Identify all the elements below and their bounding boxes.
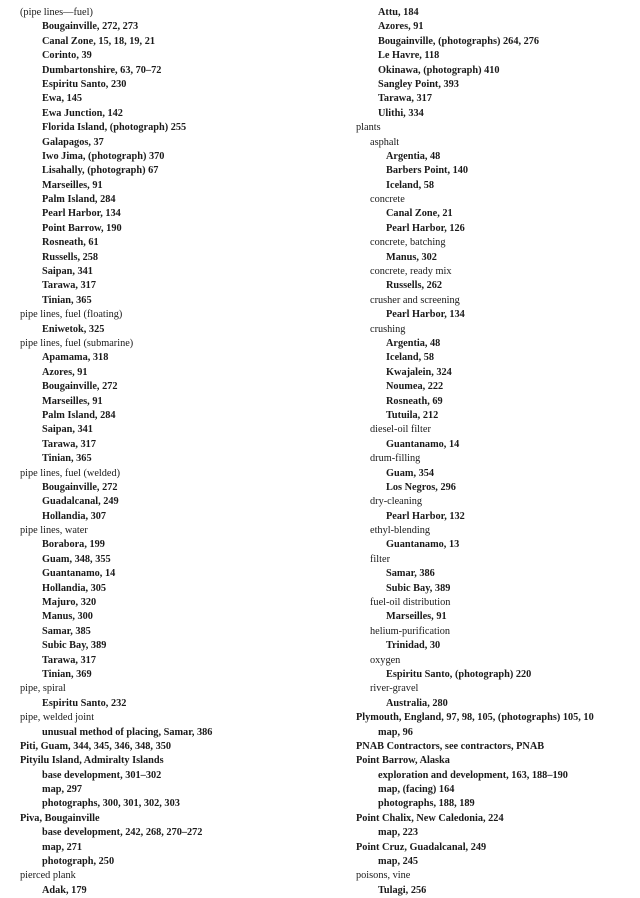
- index-subentry: Okinawa, (photograph) 410: [378, 64, 500, 76]
- index-subentry: Barbers Point, 140: [386, 165, 469, 177]
- index-subentry: Canal Zone, 15, 18, 19, 21: [42, 35, 155, 47]
- index-subentry: Guantanamo, 14: [42, 568, 116, 580]
- index-subentry: Argentia, 48: [386, 337, 441, 349]
- index-subentry: Manus, 300: [42, 611, 93, 623]
- index-subentry: Eniwetok, 325: [42, 323, 105, 335]
- index-subentry: Guantanamo, 13: [386, 539, 460, 551]
- index-subentry: Sangley Point, 393: [378, 78, 459, 90]
- index-subentry: map, 245: [378, 856, 419, 868]
- index-subentry: Iceland, 58: [386, 179, 435, 191]
- index-subentry: Bougainville, (photographs) 264, 276: [378, 35, 540, 47]
- index-subentry: Guadalcanal, 249: [42, 496, 119, 508]
- index-subentry: Saipan, 341: [42, 266, 93, 278]
- index-subentry: Florida Island, (photograph) 255: [42, 122, 187, 134]
- index-subentry: Tinian, 365: [42, 453, 92, 465]
- index-subentry: base development, 242, 268, 270–272: [42, 827, 203, 839]
- index-subentry: Noumea, 222: [386, 381, 444, 393]
- index-subentry: Guantanamo, 14: [386, 438, 460, 450]
- index-subentry: Rosneath, 69: [386, 395, 443, 407]
- index-subentry: Point Barrow, 190: [42, 222, 122, 234]
- index-subentry: Tulagi, 256: [378, 884, 427, 896]
- index-subentry: Subic Bay, 389: [386, 582, 451, 594]
- index-heading: Pityilu Island, Admiralty Islands: [20, 755, 164, 767]
- index-subentry: diesel-oil filter: [370, 424, 431, 436]
- index-subentry: Apamama, 318: [42, 352, 109, 364]
- index-subentry: Dumbartonshire, 63, 70–72: [42, 64, 162, 76]
- index-subentry: oxygen: [370, 654, 401, 666]
- index-heading: Piti, Guam, 344, 345, 346, 348, 350: [20, 740, 172, 752]
- index-subentry: Subic Bay, 389: [42, 640, 107, 652]
- index-subentry: Hollandia, 307: [42, 510, 107, 522]
- index-subentry: exploration and development, 163, 188–190: [378, 769, 568, 781]
- index-heading: plants: [356, 122, 381, 134]
- index-subentry: Marseilles, 91: [386, 611, 447, 623]
- index-subentry: Espiritu Santo, 230: [42, 78, 127, 90]
- index-subentry: helium-purification: [370, 625, 451, 637]
- index-subentry: Pearl Harbor, 134: [42, 208, 121, 220]
- index-subentry: Russells, 262: [386, 280, 443, 292]
- index-subentry: Russells, 258: [42, 251, 99, 263]
- index-subentry: map, 96: [378, 726, 413, 738]
- index-subentry: dry-cleaning: [370, 496, 423, 508]
- index-subentry: asphalt: [370, 136, 400, 148]
- index-heading: Plymouth, England, 97, 98, 105, (photographs) 105, 10: [356, 712, 594, 724]
- index-subentry: Tutuila, 212: [386, 409, 439, 421]
- index-subentry: Bougainville, 272: [42, 381, 118, 393]
- index-heading: pipe lines, fuel (floating): [20, 309, 123, 321]
- index-subentry: Corinto, 39: [42, 50, 92, 62]
- index-subentry: Marseilles, 91: [42, 179, 103, 191]
- index-subentry: Iwo Jima, (photograph) 370: [42, 150, 165, 162]
- index-heading: poisons, vine: [356, 870, 411, 882]
- index-subentry: Azores, 91: [378, 21, 424, 33]
- index-subentry: unusual method of placing, Samar, 386: [42, 726, 213, 738]
- index-subentry: Ulithi, 334: [378, 107, 424, 119]
- index-heading: pierced plank: [20, 870, 76, 882]
- index-subentry: Canal Zone, 21: [386, 208, 453, 220]
- index-subentry: photograph, 250: [42, 856, 115, 868]
- index-subentry: Trinidad, 30: [386, 640, 441, 652]
- index-subentry: base development, 301–302: [42, 769, 162, 781]
- index-subentry: Espiritu Santo, (photograph) 220: [386, 668, 532, 680]
- index-subentry: Borabora, 199: [42, 539, 105, 551]
- index-subentry: Marseilles, 91: [42, 395, 103, 407]
- index-subentry: photographs, 300, 301, 302, 303: [42, 798, 180, 810]
- index-subentry: map, 297: [42, 784, 83, 796]
- index-subentry: Tarawa, 317: [42, 654, 96, 666]
- index-heading: (pipe lines—fuel): [20, 7, 93, 18]
- index-subentry: Rosneath, 61: [42, 237, 99, 249]
- index-subentry: Majuro, 320: [42, 597, 97, 609]
- index-subentry: Tarawa, 317: [378, 93, 432, 105]
- index-subentry: river-gravel: [370, 683, 419, 695]
- index-heading: pipe, welded joint: [20, 712, 95, 724]
- index-subentry: Samar, 386: [386, 568, 435, 580]
- index-subentry: Ewa, 145: [42, 93, 83, 105]
- index-subentry: photographs, 188, 189: [378, 798, 475, 810]
- index-subentry: Pearl Harbor, 132: [386, 510, 465, 522]
- index-subentry: Argentia, 48: [386, 150, 441, 162]
- index-subentry: Guam, 354: [386, 467, 435, 479]
- index-subentry: fuel-oil distribution: [370, 597, 451, 609]
- index-subentry: Guam, 348, 355: [42, 553, 111, 565]
- index-subentry: Azores, 91: [42, 366, 88, 378]
- index-subentry: Iceland, 58: [386, 352, 435, 364]
- index-subentry: Manus, 302: [386, 251, 437, 263]
- index-heading: Point Barrow, Alaska: [356, 755, 450, 767]
- index-subentry: Palm Island, 284: [42, 409, 116, 421]
- index-subentry: Australia, 280: [386, 697, 448, 709]
- index-heading: pipe lines, fuel (submarine): [20, 337, 134, 349]
- index-subentry: Bougainville, 272, 273: [42, 21, 139, 33]
- index-subentry: filter: [370, 553, 391, 565]
- index-subentry: Attu, 184: [378, 7, 419, 18]
- index-subentry: crushing: [370, 323, 406, 335]
- index-heading: pipe lines, fuel (welded): [20, 467, 121, 479]
- index-subentry: Pearl Harbor, 126: [386, 222, 465, 234]
- index-subentry: map, 223: [378, 827, 419, 839]
- index-heading: Point Chalix, New Caledonia, 224: [356, 812, 504, 824]
- index-subentry: Bougainville, 272: [42, 481, 118, 493]
- right-column: [356, 6, 636, 898]
- index-subentry: crusher and screening: [370, 294, 460, 306]
- index-subentry: Tarawa, 317: [42, 438, 96, 450]
- index-subentry: Le Havre, 118: [378, 50, 440, 62]
- index-heading: pipe lines, water: [20, 525, 88, 537]
- index-subentry: Kwajalein, 324: [386, 366, 452, 378]
- index-subentry: concrete, ready mix: [370, 266, 452, 278]
- index-subentry: map, (facing) 164: [378, 784, 455, 796]
- left-column: [20, 6, 350, 898]
- index-subentry: drum-filling: [370, 453, 421, 465]
- index-subentry: Tinian, 365: [42, 294, 92, 306]
- index-subentry: Los Negros, 296: [386, 481, 456, 493]
- index-subentry: ethyl-blending: [370, 525, 431, 537]
- index-heading: PNAB Contractors, see contractors, PNAB: [356, 740, 545, 752]
- index-subentry: Palm Island, 284: [42, 194, 116, 206]
- index-heading: pipe, spiral: [20, 683, 66, 695]
- index-subentry: Samar, 385: [42, 625, 91, 637]
- index-subentry: concrete, batching: [370, 237, 446, 249]
- index-subentry: Saipan, 341: [42, 424, 93, 436]
- index-subentry: Galapagos, 37: [42, 136, 104, 148]
- index-subentry: Pearl Harbor, 134: [386, 309, 465, 321]
- index-subentry: Tinian, 369: [42, 668, 92, 680]
- index-subentry: Ewa Junction, 142: [42, 107, 123, 119]
- index-subentry: Adak, 179: [42, 884, 87, 896]
- index-subentry: Tarawa, 317: [42, 280, 96, 292]
- index-subentry: Espiritu Santo, 232: [42, 697, 127, 709]
- index-subentry: Hollandia, 305: [42, 582, 107, 594]
- index-heading: Point Cruz, Guadalcanal, 249: [356, 841, 487, 853]
- index-subentry: map, 271: [42, 841, 83, 853]
- index-subentry: Lisahally, (photograph) 67: [42, 165, 159, 177]
- index-subentry: concrete: [370, 194, 405, 206]
- index-heading: Piva, Bougainville: [20, 812, 100, 824]
